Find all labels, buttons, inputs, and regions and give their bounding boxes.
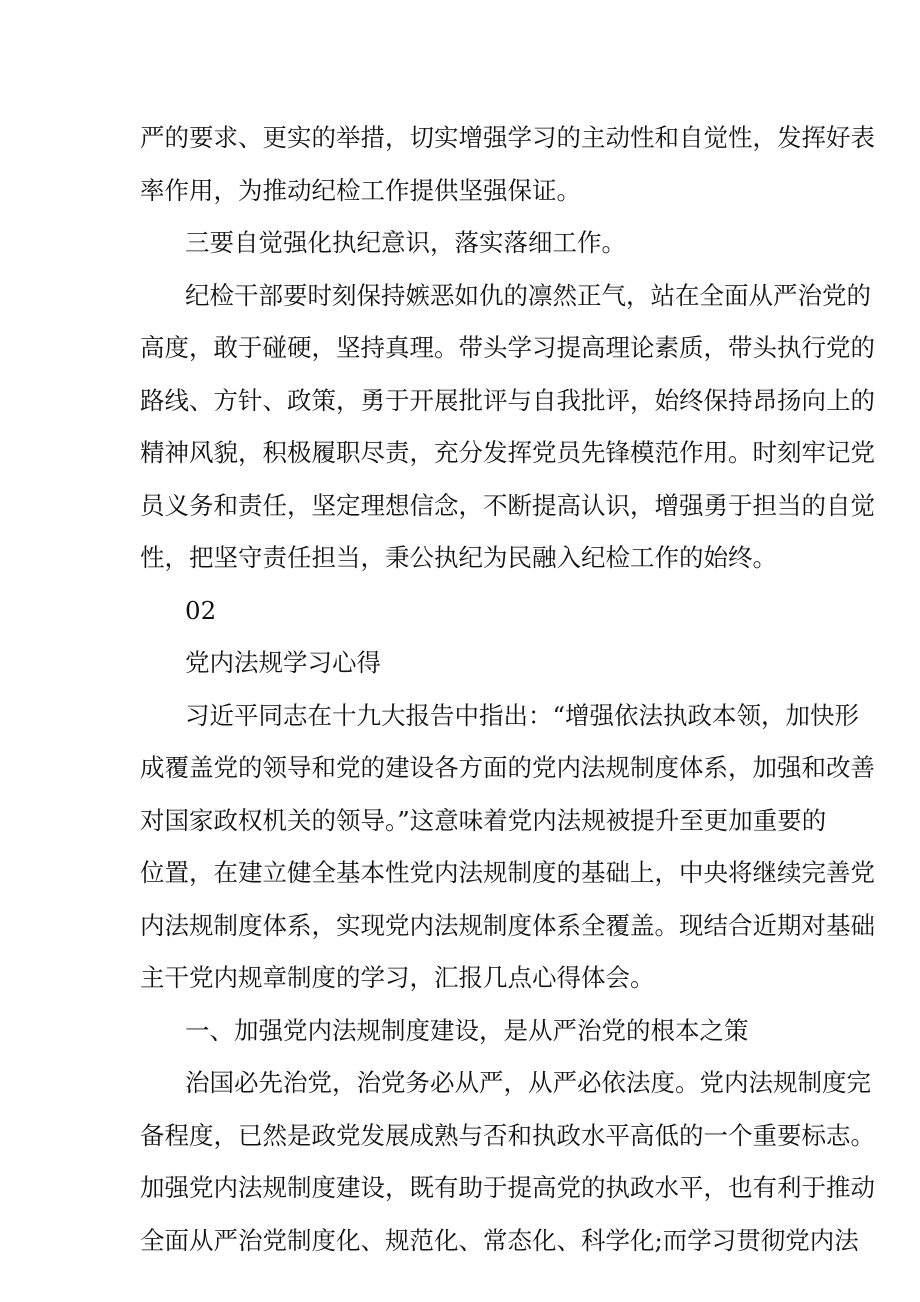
paragraph-line-14: 对国家政权机关的领导。”这意味着党内法规被提升至更加重要的	[140, 805, 827, 835]
section-heading-line: 三要自觉强化执纪意识，落实落细工作。	[185, 228, 626, 257]
paragraph-line-20: 备程度，已然是政党发展成熟与否和执政水平高低的一个重要标志。	[140, 1120, 875, 1150]
paragraph-line-16: 内法规制度体系，实现党内法规制度体系全覆盖。现结合近期对基础	[140, 910, 875, 940]
section-title: 党内法规学习心得	[185, 648, 381, 677]
paragraph-line-22: 全面从严治党制度化、规范化、常态化、科学化;而学习贯彻党内法	[140, 1225, 859, 1255]
paragraph-line-01: 严的要求、更实的举措，切实增强学习的主动性和自觉性，发挥好表	[140, 123, 875, 152]
paragraph-line-06: 路线、方针、政策，勇于开展批评与自我批评，始终保持昂扬向上的	[140, 385, 875, 415]
paragraph-line-02: 率作用，为推动纪检工作提供坚强保证。	[140, 175, 581, 205]
paragraph-line-04: 纪检干部要时刻保持嫉恶如仇的凛然正气，站在全面从严治党的	[185, 280, 871, 310]
paragraph-line-08: 员义务和责任，坚定理想信念，不断提高认识，增强勇于担当的自觉	[140, 490, 875, 520]
section-number: 02	[185, 595, 217, 625]
paragraph-line-21: 加强党内法规制度建设，既有助于提高党的执政水平，也有利于推动	[140, 1173, 875, 1202]
paragraph-line-15: 位置，在建立健全基本性党内法规制度的基础上，中央将继续完善党	[140, 858, 875, 887]
paragraph-line-17: 主干党内规章制度的学习，汇报几点心得体会。	[140, 963, 655, 992]
paragraph-line-12: 习近平同志在十九大报告中指出：“增强依法执政本领，加快形	[185, 700, 860, 730]
document-body	[140, 112, 875, 1267]
paragraph-line-07: 精神风貌，积极履职尽责，充分发挥党员先锋模范作用。时刻牢记党	[140, 438, 875, 467]
subheading-line: 一、加强党内法规制度建设，是从严治党的根本之策	[185, 1015, 749, 1045]
paragraph-line-19: 治国必先治党，治党务必从严，从严必依法度。党内法规制度完	[185, 1068, 871, 1097]
paragraph-line-05: 高度，敢于碰硬，坚持真理。带头学习提高理论素质，带头执行党的	[140, 333, 875, 362]
paragraph-line-13: 成覆盖党的领导和党的建设各方面的党内法规制度体系，加强和改善	[140, 753, 875, 782]
paragraph-line-09: 性，把坚守责任担当，秉公执纪为民融入纪检工作的始终。	[140, 543, 777, 572]
